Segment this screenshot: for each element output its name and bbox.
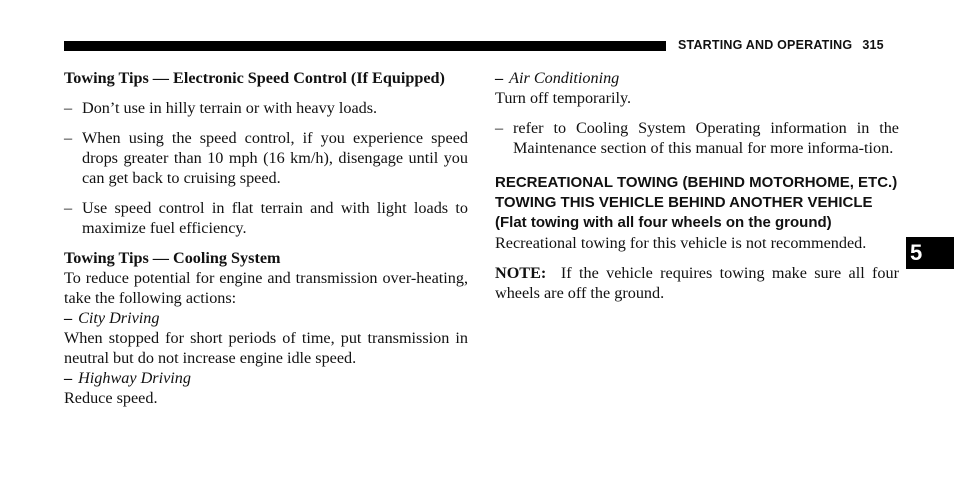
city-driving-label: – City Driving	[64, 309, 160, 327]
note-label: NOTE:	[495, 264, 547, 282]
ac-text: Turn off temporarily.	[495, 89, 632, 107]
dash-bullet: –	[64, 129, 73, 147]
section-title: STARTING AND OPERATING	[678, 38, 853, 52]
left-column	[64, 68, 468, 408]
ac-label: – Air Conditioning	[495, 69, 620, 87]
cooling-heading: Towing Tips — Cooling System	[64, 249, 281, 267]
note-text: If the vehicle requires towing make sure all four wheels are off the ground.	[495, 264, 900, 302]
highway-driving-text: Reduce speed.	[64, 389, 158, 407]
dash-bullet: –	[64, 99, 73, 117]
cooling-intro: To reduce potential for engine and transmission over-heating, take the following actions:	[64, 269, 468, 307]
recreational-towing-heading: RECREATIONAL TOWING (BEHIND MOTORHOME, ETC.)	[495, 174, 898, 191]
list-item	[64, 198, 468, 238]
list-item-text: Don’t use in hilly terrain or with heavy loads.	[82, 99, 378, 117]
chapter-tab	[906, 237, 954, 269]
towing-text: Recreational towing for this vehicle is not recommended.	[495, 234, 867, 252]
list-item-text: Use speed control in flat terrain and with light loads to maximize fuel efficiency.	[82, 199, 468, 237]
highway-driving-label: – Highway Driving	[64, 369, 191, 387]
list-item-text: refer to Cooling System Operating information in the Maintenance section of this manual for more informa-tion.	[513, 119, 899, 157]
towing-heading: TOWING THIS VEHICLE BEHIND ANOTHER VEHICLE (Flat towing with all four wheels on the ground)	[495, 194, 873, 231]
right-column	[495, 68, 899, 303]
chapter-number: 5	[910, 240, 923, 265]
note-paragraph	[495, 263, 899, 303]
header-rule	[64, 41, 666, 51]
page-number: 315	[862, 38, 884, 52]
speed-control-heading: Towing Tips — Electronic Speed Control (If Equipped)	[64, 69, 445, 87]
list-item	[64, 98, 468, 118]
city-driving-text: When stopped for short periods of time, put transmission in neutral but do not increase engine idle speed.	[64, 329, 468, 367]
list-item	[64, 128, 468, 188]
dash-bullet: –	[64, 199, 73, 217]
list-item-text: When using the speed control, if you experience speed drops greater than 10 mph (16 km/h), disengage until you can get back to cruising speed.	[82, 129, 468, 187]
list-item	[495, 118, 899, 158]
dash-bullet: –	[495, 119, 504, 137]
running-header	[678, 38, 884, 52]
